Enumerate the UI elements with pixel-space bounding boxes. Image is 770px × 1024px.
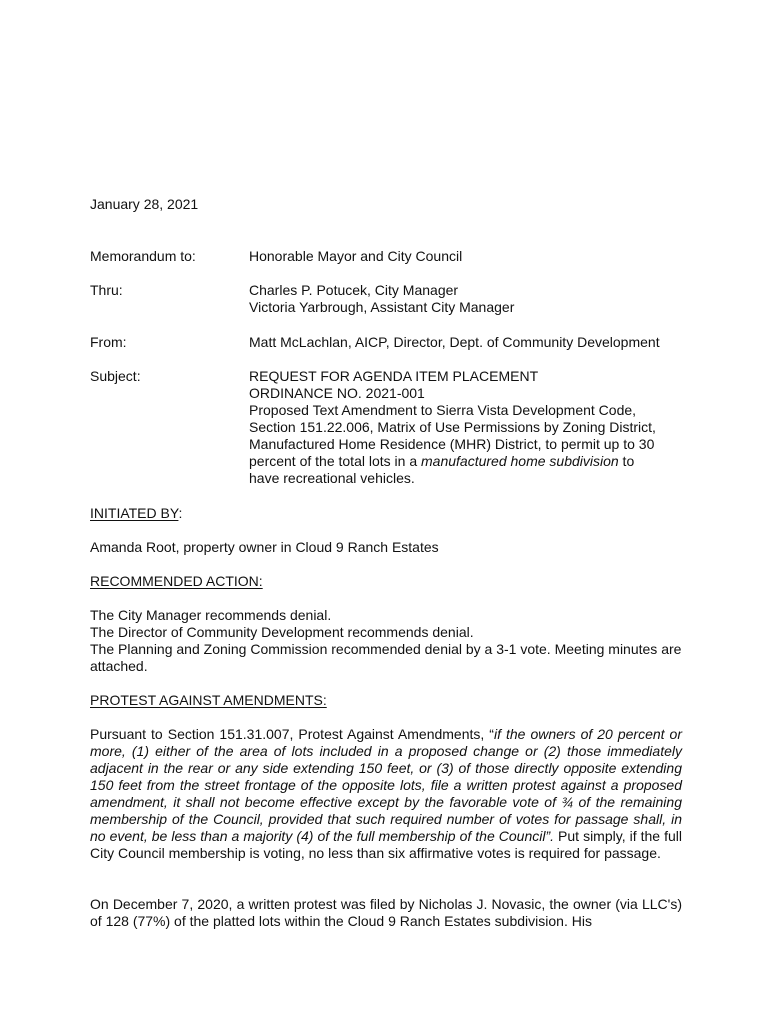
memo-subject-line xyxy=(249,453,634,470)
recommended-line: The City Manager recommends denial. xyxy=(90,607,332,623)
protest-quote: if the owners of 20 percent or more, (1) either of the area of lots included in a proposed change or (2) those immediately adjacent in the rear or any side extending 150 feet, or (3) of those directly opposite extending 150 feet from the street frontage of the opposite lots, file a written protest against a proposed amendment, it shall not become effective except by the favorable vote of ¾ of the remaining membership of the Council, provided that such required number of votes for passage shall, in no event, be less than a majority (4) of the full membership of the Council”. xyxy=(90,726,682,844)
memo-subject-line: Manufactured Home Residence (MHR) District, to permit up to 30 xyxy=(249,436,655,452)
protest-intro: Pursuant to Section 151.31.007, Protest Against Amendments, “ xyxy=(90,726,494,742)
recommended-heading: RECOMMENDED ACTION: xyxy=(90,573,263,589)
initiated-heading-text: INITIATED BY xyxy=(90,505,179,521)
memo-subject-line: Proposed Text Amendment to Sierra Vista Development Code, xyxy=(249,402,637,418)
memo-date: January 28, 2021 xyxy=(90,196,199,212)
recommended-line: The Planning and Zoning Commission recommended denial by a 3-1 vote. Meeting minutes are attached. xyxy=(90,641,682,674)
memo-from-label: From: xyxy=(90,334,127,350)
memo-subject-line: have recreational vehicles. xyxy=(249,470,415,486)
memo-thru-line: Victoria Yarbrough, Assistant City Manager xyxy=(249,299,515,315)
protest-heading: PROTEST AGAINST AMENDMENTS: xyxy=(90,692,327,708)
initiated-heading xyxy=(90,505,182,522)
memo-subject-emphasis: manufactured home subdivision xyxy=(421,453,619,469)
memo-subject-label: Subject: xyxy=(90,368,141,384)
memo-thru-line: Charles P. Potucek, City Manager xyxy=(249,282,459,298)
initiated-text: Amanda Root, property owner in Cloud 9 Ranch Estates xyxy=(90,539,439,555)
memo-from-value: Matt McLachlan, AICP, Director, Dept. of Community Development xyxy=(249,334,660,350)
protest-outro: Put simply, if the full City Council membership is voting, no less than six affirmative votes is required for passage. xyxy=(90,828,682,861)
recommended-line: The Director of Community Development recommends denial. xyxy=(90,624,474,640)
memo-subject-line: Section 151.22.006, Matrix of Use Permissions by Zoning District, xyxy=(249,419,656,435)
memo-to-label: Memorandum to: xyxy=(90,248,196,264)
protest-paragraph xyxy=(90,726,682,862)
memo-thru-label: Thru: xyxy=(90,282,123,298)
memo-subject-text: percent of the total lots in a xyxy=(249,453,421,469)
protest-paragraph-2: On December 7, 2020, a written protest was filed by Nicholas J. Novasic, the owner (via LLC's) of 128 (77%) of the platted lots within the Cloud 9 Ranch Estates subdivision. His xyxy=(90,896,682,929)
memo-subject-text: to xyxy=(618,453,635,469)
memo-subject-line: ORDINANCE NO. 2021-001 xyxy=(249,385,425,401)
memo-subject-line: REQUEST FOR AGENDA ITEM PLACEMENT xyxy=(249,368,539,384)
initiated-heading-colon: : xyxy=(178,505,183,521)
memo-to-value: Honorable Mayor and City Council xyxy=(249,248,463,264)
